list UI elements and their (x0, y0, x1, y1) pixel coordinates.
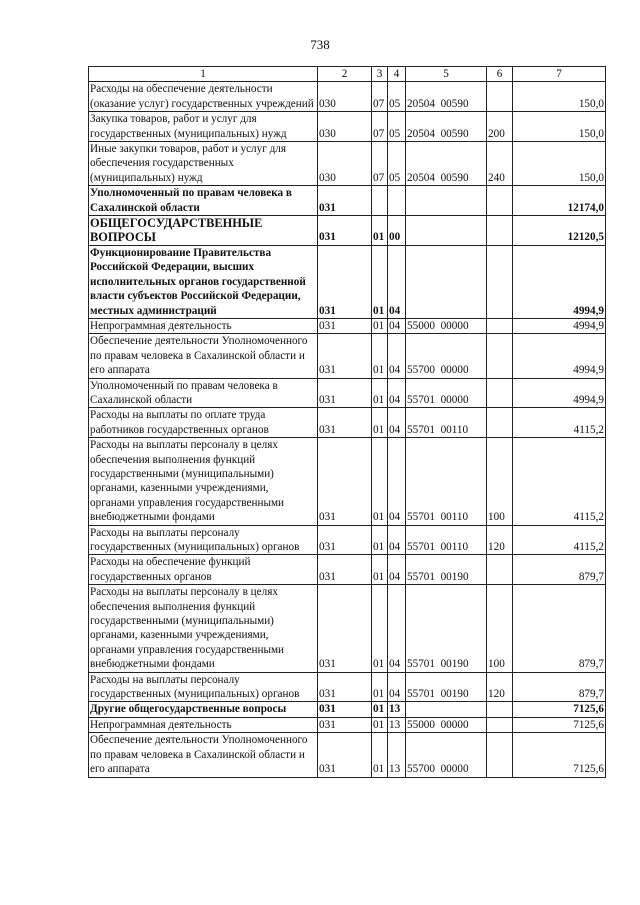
cell-name: Уполномоченный по правам человека в Сахалинской области (89, 378, 318, 408)
cell-name: Расходы на выплаты персоналу в целях обеспечения выполнения функций государственными (муниципальными) органами, казенными учреждениями, органами управления государственными внебюджетными фондами (89, 438, 318, 525)
cell-expense-type (487, 245, 513, 318)
cell-target-article: 55000 00000 (406, 717, 487, 732)
cell-name: ОБЩЕГОСУДАРСТВЕННЫЕ ВОПРОСЫ (89, 216, 318, 246)
cell-expense-type (487, 555, 513, 585)
cell-target-article (406, 245, 487, 318)
cell-amount: 12120,5 (513, 216, 606, 246)
table-row (89, 318, 606, 333)
table-row (89, 112, 606, 142)
table-row (89, 585, 606, 672)
table-row (89, 142, 606, 186)
cell-subsection: 04 (388, 555, 406, 585)
cell-amount: 4115,2 (513, 525, 606, 555)
cell-name: Уполномоченный по правам человека в Сахалинской области (89, 186, 318, 216)
table-row (89, 186, 606, 216)
cell-name: Закупка товаров, работ и услуг для государственных (муниципальных) нужд (89, 112, 318, 142)
table-row (89, 717, 606, 732)
cell-ministry-code: 031 (318, 525, 372, 555)
cell-subsection: 05 (388, 142, 406, 186)
cell-expense-type (487, 408, 513, 438)
cell-amount: 4994,9 (513, 318, 606, 333)
cell-section (372, 186, 388, 216)
cell-ministry-code: 031 (318, 702, 372, 717)
cell-section: 01 (372, 245, 388, 318)
table-row (89, 216, 606, 246)
cell-section: 01 (372, 216, 388, 246)
cell-target-article: 20504 00590 (406, 142, 487, 186)
table-row (89, 82, 606, 112)
cell-section: 01 (372, 438, 388, 525)
cell-name: Расходы на выплаты персоналу в целях обеспечения выполнения функций государственными (муниципальными) органами, казенными учреждениями, органами управления государственными внебюджетными фондами (89, 585, 318, 672)
cell-amount: 12174,0 (513, 186, 606, 216)
cell-amount: 4994,9 (513, 378, 606, 408)
cell-section: 07 (372, 112, 388, 142)
cell-ministry-code: 031 (318, 733, 372, 777)
cell-subsection: 04 (388, 585, 406, 672)
cell-ministry-code: 031 (318, 378, 372, 408)
cell-ministry-code: 031 (318, 717, 372, 732)
cell-subsection: 04 (388, 378, 406, 408)
cell-ministry-code: 031 (318, 555, 372, 585)
cell-section: 01 (372, 318, 388, 333)
cell-subsection: 04 (388, 408, 406, 438)
cell-amount: 4994,9 (513, 245, 606, 318)
cell-subsection: 04 (388, 525, 406, 555)
cell-target-article: 55701 00190 (406, 585, 487, 672)
cell-subsection: 05 (388, 112, 406, 142)
cell-expense-type: 240 (487, 142, 513, 186)
cell-subsection: 13 (388, 717, 406, 732)
cell-expense-type (487, 717, 513, 732)
cell-ministry-code: 031 (318, 438, 372, 525)
cell-amount: 150,0 (513, 112, 606, 142)
table-row (89, 672, 606, 702)
cell-subsection (388, 186, 406, 216)
cell-name: Другие общегосударственные вопросы (89, 702, 318, 717)
cell-section: 01 (372, 702, 388, 717)
table-row (89, 245, 606, 318)
cell-ministry-code: 031 (318, 585, 372, 672)
cell-section: 01 (372, 408, 388, 438)
cell-amount: 4115,2 (513, 438, 606, 525)
cell-name: Непрограммная деятельность (89, 717, 318, 732)
cell-expense-type (487, 186, 513, 216)
cell-ministry-code: 031 (318, 216, 372, 246)
cell-expense-type (487, 733, 513, 777)
budget-table (88, 66, 606, 778)
cell-subsection: 04 (388, 245, 406, 318)
cell-target-article: 20504 00590 (406, 82, 487, 112)
table-header-row (89, 67, 606, 82)
header-col-7: 7 (513, 67, 606, 82)
cell-amount: 879,7 (513, 672, 606, 702)
cell-amount: 7125,6 (513, 733, 606, 777)
cell-section: 01 (372, 672, 388, 702)
header-col-3: 3 (372, 67, 388, 82)
cell-subsection: 04 (388, 438, 406, 525)
cell-section: 01 (372, 717, 388, 732)
cell-name: Непрограммная деятельность (89, 318, 318, 333)
cell-ministry-code: 031 (318, 245, 372, 318)
cell-ministry-code: 030 (318, 82, 372, 112)
cell-expense-type (487, 702, 513, 717)
cell-target-article (406, 216, 487, 246)
cell-ministry-code: 031 (318, 672, 372, 702)
table-row (89, 702, 606, 717)
cell-expense-type: 100 (487, 585, 513, 672)
cell-section: 01 (372, 733, 388, 777)
cell-name: Иные закупки товаров, работ и услуг для обеспечения государственных (муниципальных) нужд (89, 142, 318, 186)
cell-target-article (406, 702, 487, 717)
cell-target-article: 55701 00000 (406, 378, 487, 408)
cell-ministry-code: 031 (318, 334, 372, 378)
table-row (89, 555, 606, 585)
cell-ministry-code: 031 (318, 186, 372, 216)
cell-name: Расходы на обеспечение деятельности (оказание услуг) государственных учреждений (89, 82, 318, 112)
cell-name: Расходы на обеспечение функций государственных органов (89, 555, 318, 585)
cell-subsection: 04 (388, 334, 406, 378)
cell-ministry-code: 031 (318, 408, 372, 438)
cell-target-article: 55701 00110 (406, 408, 487, 438)
cell-ministry-code: 031 (318, 318, 372, 333)
cell-section: 01 (372, 555, 388, 585)
cell-expense-type (487, 82, 513, 112)
header-col-2: 2 (318, 67, 372, 82)
header-col-5: 5 (406, 67, 487, 82)
cell-name: Обеспечение деятельности Уполномоченного по правам человека в Сахалинской области и его аппарата (89, 733, 318, 777)
header-col-1: 1 (89, 67, 318, 82)
cell-amount: 879,7 (513, 585, 606, 672)
cell-section: 07 (372, 142, 388, 186)
cell-section: 01 (372, 585, 388, 672)
cell-target-article: 55700 00000 (406, 733, 487, 777)
cell-amount: 7125,6 (513, 702, 606, 717)
cell-section: 01 (372, 378, 388, 408)
header-col-4: 4 (388, 67, 406, 82)
cell-target-article: 55701 00190 (406, 555, 487, 585)
cell-section: 07 (372, 82, 388, 112)
cell-section: 01 (372, 334, 388, 378)
cell-amount: 7125,6 (513, 717, 606, 732)
cell-subsection: 00 (388, 216, 406, 246)
cell-ministry-code: 030 (318, 142, 372, 186)
cell-section: 01 (372, 525, 388, 555)
cell-expense-type (487, 334, 513, 378)
cell-subsection: 13 (388, 702, 406, 717)
cell-target-article: 55701 00190 (406, 672, 487, 702)
cell-target-article: 55701 00110 (406, 525, 487, 555)
table-row (89, 438, 606, 525)
cell-subsection: 13 (388, 733, 406, 777)
cell-expense-type: 120 (487, 672, 513, 702)
cell-subsection: 05 (388, 82, 406, 112)
cell-expense-type (487, 378, 513, 408)
cell-name: Расходы на выплаты персоналу государственных (муниципальных) органов (89, 672, 318, 702)
cell-expense-type: 200 (487, 112, 513, 142)
page-number: 738 (310, 37, 330, 52)
cell-ministry-code: 030 (318, 112, 372, 142)
cell-target-article: 20504 00590 (406, 112, 487, 142)
cell-amount: 150,0 (513, 142, 606, 186)
table-row (89, 408, 606, 438)
cell-target-article: 55700 00000 (406, 334, 487, 378)
cell-expense-type (487, 318, 513, 333)
cell-amount: 879,7 (513, 555, 606, 585)
cell-amount: 4994,9 (513, 334, 606, 378)
cell-target-article: 55701 00110 (406, 438, 487, 525)
cell-name: Обеспечение деятельности Уполномоченного по правам человека в Сахалинской области и его аппарата (89, 334, 318, 378)
cell-amount: 4115,2 (513, 408, 606, 438)
table-row (89, 525, 606, 555)
cell-subsection: 04 (388, 318, 406, 333)
header-col-6: 6 (487, 67, 513, 82)
cell-subsection: 04 (388, 672, 406, 702)
cell-name: Функционирование Правительства Российской Федерации, высших исполнительных органов государственной власти субъектов Российской Федерации, местных администраций (89, 245, 318, 318)
cell-name: Расходы на выплаты по оплате труда работников государственных органов (89, 408, 318, 438)
cell-target-article: 55000 00000 (406, 318, 487, 333)
cell-expense-type: 100 (487, 438, 513, 525)
cell-amount: 150,0 (513, 82, 606, 112)
cell-expense-type: 120 (487, 525, 513, 555)
cell-target-article (406, 186, 487, 216)
table-row (89, 334, 606, 378)
cell-name: Расходы на выплаты персоналу государственных (муниципальных) органов (89, 525, 318, 555)
cell-expense-type (487, 216, 513, 246)
table-row (89, 733, 606, 777)
table-row (89, 378, 606, 408)
